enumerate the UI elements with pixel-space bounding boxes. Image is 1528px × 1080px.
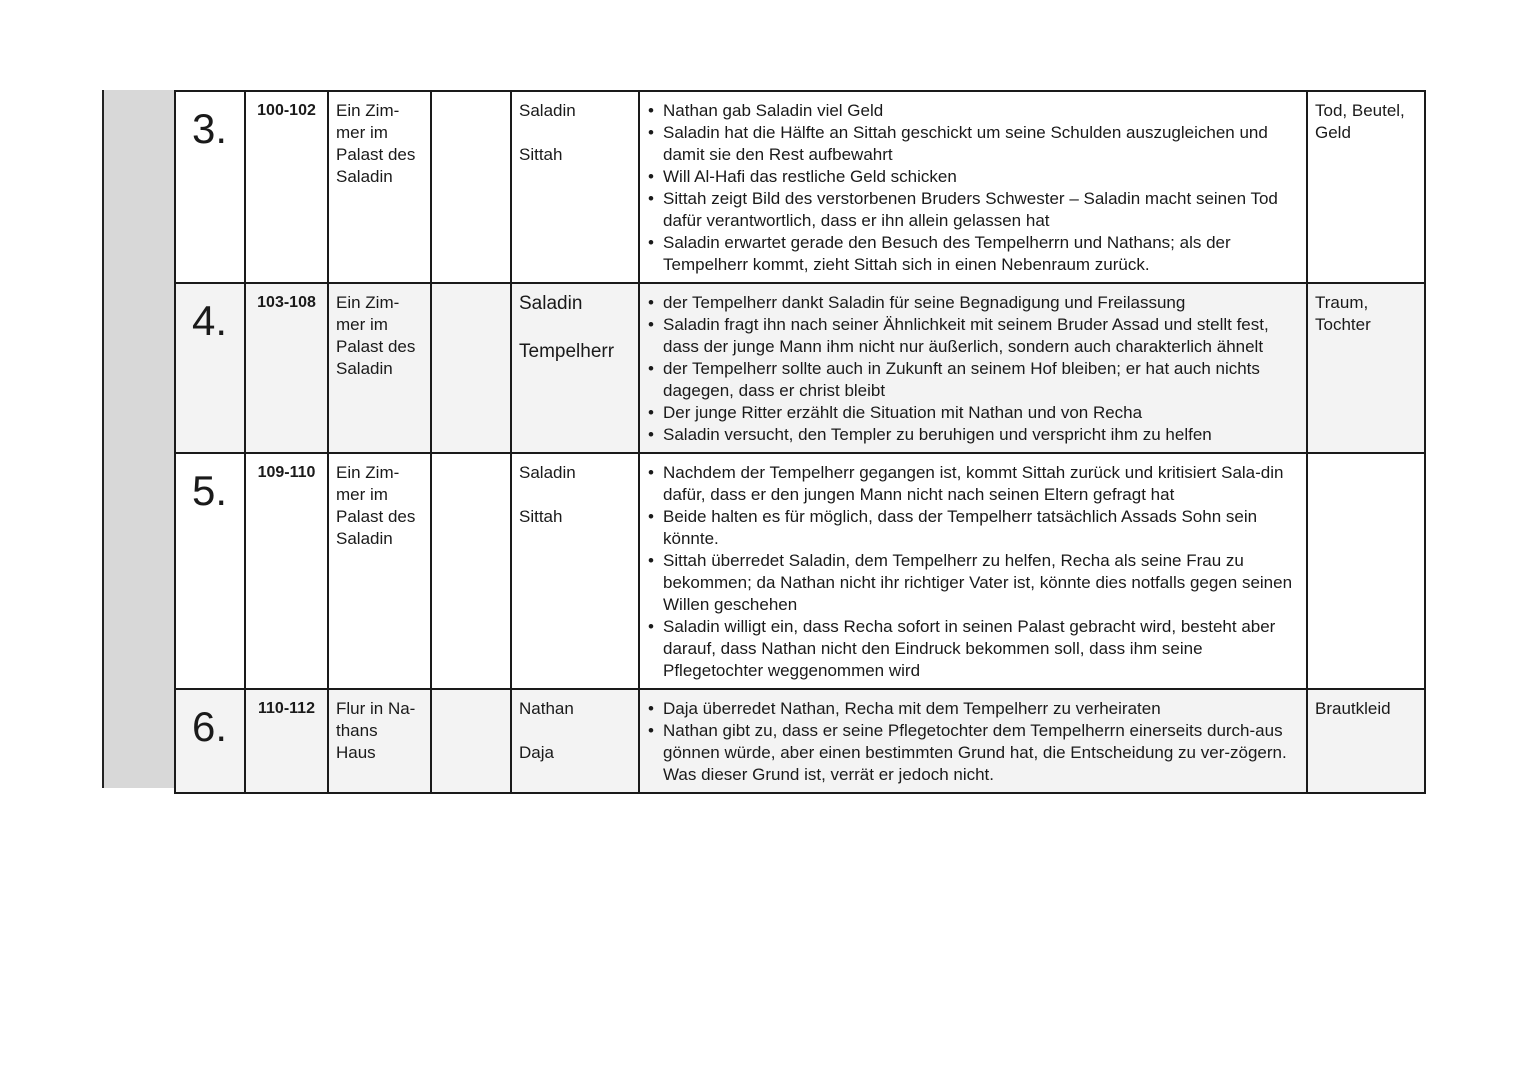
- scene-number: 6.: [175, 689, 245, 793]
- empty-cell: [431, 689, 511, 793]
- content-list: [647, 698, 1299, 786]
- page-range: 110-112: [245, 689, 328, 793]
- content-cell: [639, 689, 1307, 793]
- keywords-cell: Tod, Beutel, Geld: [1307, 91, 1425, 283]
- persons-cell: [511, 283, 639, 453]
- page-range: 109-110: [245, 453, 328, 689]
- scene-number: 5.: [175, 453, 245, 689]
- content-item: • Saladin fragt ihn nach seiner Ähnlichkeit mit seinem Bruder Assad und stellt fest, dass der junge Mann ihm nicht nur äußerlich, sondern auch charakterlich ähnelt: [663, 314, 1299, 358]
- scene-table: [174, 90, 1426, 794]
- content-cell: [639, 453, 1307, 689]
- person-name: Nathan: [519, 699, 574, 718]
- content-item: • Nathan gibt zu, dass er seine Pflegetochter dem Tempelherrn einerseits durch-aus gönnen würde, aber einen bestimmten Grund hat, die Entscheidung zu ver-zögern. Was dieser Grund ist, verrät er jedoch nicht.: [663, 720, 1299, 786]
- keywords-cell: [1307, 453, 1425, 689]
- content-list: [647, 292, 1299, 446]
- scene-row: [175, 91, 1425, 283]
- page-range: 100-102: [245, 91, 328, 283]
- content-list: [647, 462, 1299, 682]
- content-item: • Beide halten es für möglich, dass der Tempelherr tatsächlich Assads Sohn sein könnte.: [663, 506, 1299, 550]
- persons-cell: [511, 453, 639, 689]
- person-name: Saladin: [519, 463, 576, 482]
- empty-cell: [431, 453, 511, 689]
- content-item: • Saladin versucht, den Templer zu beruhigen und verspricht ihm zu helfen: [663, 424, 1299, 446]
- person-name: Saladin: [519, 293, 583, 314]
- person-name: Saladin: [519, 101, 576, 120]
- content-cell: [639, 283, 1307, 453]
- content-item: • Saladin hat die Hälfte an Sittah geschickt um seine Schulden auszugleichen und damit sie den Rest aufbewahrt: [663, 122, 1299, 166]
- content-item: • Nathan gab Saladin viel Geld: [663, 100, 1299, 122]
- scene-location: Ein Zim- mer im Palast des Saladin: [328, 91, 431, 283]
- person-name: Sittah: [519, 507, 563, 526]
- scene-location: Flur in Na- thans Haus: [328, 689, 431, 793]
- empty-cell: [431, 91, 511, 283]
- scene-number: 3.: [175, 91, 245, 283]
- person-name: Tempelherr: [519, 341, 615, 362]
- content-item: • Sittah überredet Saladin, dem Tempelherr zu helfen, Recha als seine Frau zu bekommen; da Nathan nicht ihr richtiger Vater ist, könnte dies notfalls gegen seinen Willen geschehen: [663, 550, 1299, 616]
- person-name: Sittah: [519, 145, 563, 164]
- left-gray-band: [104, 90, 174, 788]
- content-item: • Der junge Ritter erzählt die Situation mit Nathan und von Recha: [663, 402, 1299, 424]
- content-item: • der Tempelherr dankt Saladin für seine Begnadigung und Freilassung: [663, 292, 1299, 314]
- persons-cell: [511, 91, 639, 283]
- scene-row: [175, 453, 1425, 689]
- content-item: • Sittah zeigt Bild des verstorbenen Bruders Schwester – Saladin macht seinen Tod dafür verantwortlich, dass er ihn allein gelassen hat: [663, 188, 1299, 232]
- content-item: • Will Al-Hafi das restliche Geld schicken: [663, 166, 1299, 188]
- content-item: • Daja überredet Nathan, Recha mit dem Tempelherr zu verheiraten: [663, 698, 1299, 720]
- content-list: [647, 100, 1299, 276]
- scene-location: Ein Zim- mer im Palast des Saladin: [328, 283, 431, 453]
- empty-cell: [431, 283, 511, 453]
- content-item: • Saladin willigt ein, dass Recha sofort in seinen Palast gebracht wird, besteht aber darauf, dass Nathan nicht den Eindruck bekommen soll, dass ihm seine Pflegetochter weggenommen wird: [663, 616, 1299, 682]
- content-cell: [639, 91, 1307, 283]
- scene-number: 4.: [175, 283, 245, 453]
- scene-row: [175, 689, 1425, 793]
- scene-location: Ein Zim- mer im Palast des Saladin: [328, 453, 431, 689]
- person-name: Daja: [519, 743, 554, 762]
- scene-row: [175, 283, 1425, 453]
- keywords-cell: Brautkleid: [1307, 689, 1425, 793]
- keywords-cell: Traum, Tochter: [1307, 283, 1425, 453]
- persons-cell: [511, 689, 639, 793]
- content-item: • der Tempelherr sollte auch in Zukunft an seinem Hof bleiben; er hat auch nichts dagegen, dass er christ bleibt: [663, 358, 1299, 402]
- content-item: • Nachdem der Tempelherr gegangen ist, kommt Sittah zurück und kritisiert Sala-din dafür, dass er den jungen Mann nicht nach seinen Eltern gefragt hat: [663, 462, 1299, 506]
- content-item: • Saladin erwartet gerade den Besuch des Tempelherrn und Nathans; als der Tempelherr kommt, zieht Sittah sich in einen Nebenraum zurück.: [663, 232, 1299, 276]
- page-range: 103-108: [245, 283, 328, 453]
